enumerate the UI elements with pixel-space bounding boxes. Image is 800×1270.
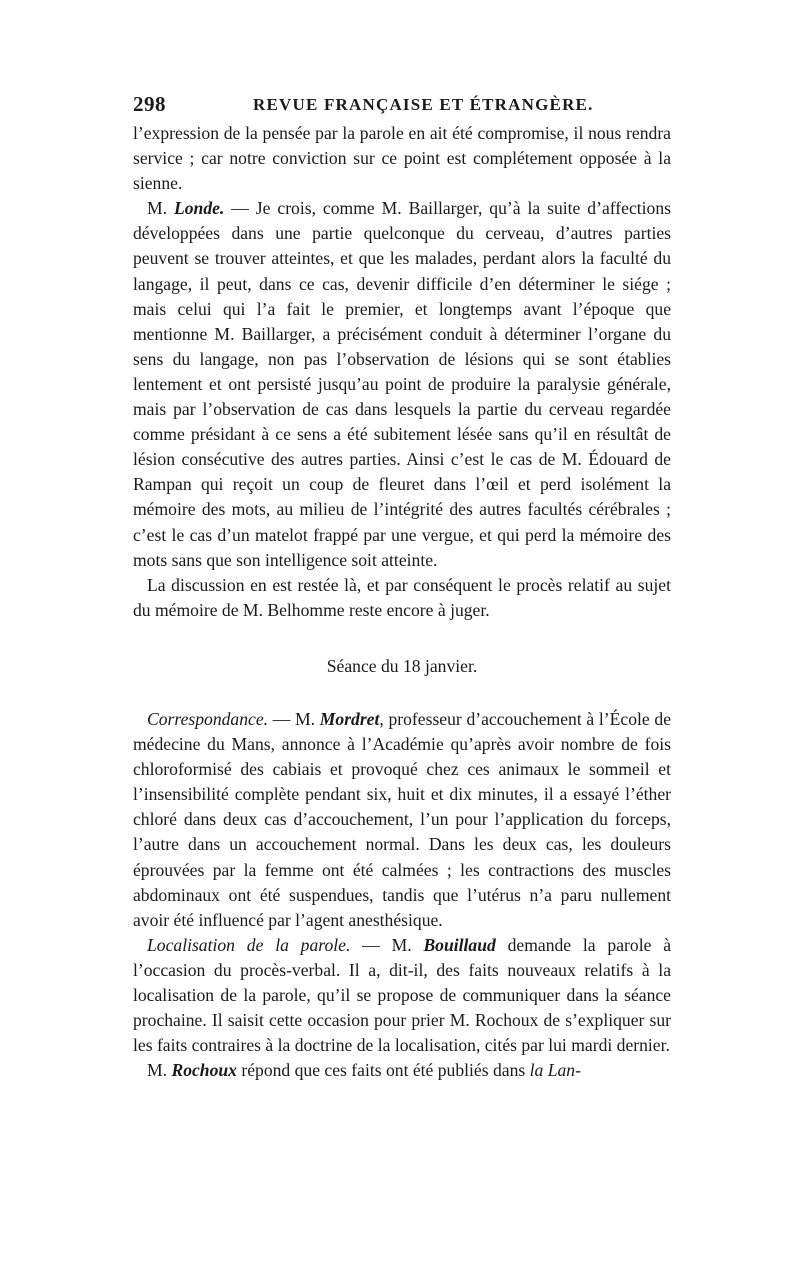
- journal-name-fragment: la Lan-: [529, 1060, 581, 1081]
- body-text: [133, 121, 671, 1083]
- speaker-name-rochoux: Rochoux: [171, 1060, 237, 1081]
- journal-title: REVUE FRANÇAISE ET ÉTRANGÈRE.: [253, 95, 594, 114]
- paragraph-text: demande la parole à l’occasion du procès-verbal. Il a, dit-il, des faits nouveaux relatifs à la localisation de la parole, qu’il se propose de communiquer dans la séance prochaine. Il saisit cette occasion pour prier M. Rochoux de s’expliquer sur les faits contraires à la doctrine de la localisation, cités par lui mardi dernier.: [133, 934, 671, 1056]
- running-head: [133, 92, 673, 122]
- section-heading: Séance du 18 janvier.: [326, 655, 478, 676]
- speaker-name-londe: Londe.: [173, 198, 225, 219]
- paragraph-continuation: l’expression de la pensée par la parole en ait été compromise, il nous rendra service ; car notre conviction sur ce point est complétement opposée à la sienne.: [133, 123, 671, 194]
- paragraph-text: répond que ces faits ont été publiés dans: [236, 1060, 530, 1081]
- paragraph-londe: [133, 196, 671, 572]
- rubric-correspondance: Correspondance.: [147, 708, 269, 729]
- paragraph-text: — Je crois, comme M. Baillarger, qu’à la suite d’affections développées dans une partie quelconque du cerveau, d’autres parties peuvent se trouver atteintes, et que les malades, perdant alors la faculté du langage, il peut, dans ce cas, devenir difficile d’en déterminer le siége ; mais celui qui l’a fait le premier, et longtemps avant l’époque que mentionne M. Baillarger, a précisément conduit à déterminer l’organe du sens du langage, non pas l’observation de lésions qui se sont établies lentement et ont persisté jusqu’au point de produire la paralysie générale, mais par l’observation de cas dans lesquels la partie du cerveau regardée comme présidant à ce sens a été subitement lésée sans qu’il en résultât de lésion consécutive des autres parties. Ainsi c’est le cas de M. Édouard de Rampan qui reçoit un coup de fleuret dans l’œil et perd isolément la mémoire des mots, au milieu de l’intégrité des autres facultés cérébrales ; c’est le cas d’un matelot frappé par une vergue, et qui perd la mémoire des mots sans que son intelligence soit atteinte.: [133, 198, 671, 570]
- rubric-localisation: Localisation de la parole.: [147, 934, 351, 955]
- rubric-dash: — M.: [268, 708, 320, 729]
- paragraph-localisation: [133, 933, 671, 1058]
- page-number: 298: [133, 92, 166, 116]
- paragraph-text: , professeur d’accouchement à l’École de médecine du Mans, annonce à l’Académie qu’après avoir nombre de fois chloroformisé des cabiais et provoqué chez ces animaux le sommeil et l’insensibilité complète pendant six, huit et dix minutes, il a essayé l’éther chloré dans deux cas d’accouchement, l’un pour l’application du forceps, l’autre dans un accouchement normal. Dans les deux cas, les douleurs éprouvées par la femme ont été calmées ; les contractions des muscles abdominaux ont été suspendues, tandis que l’utérus n’a paru nullement avoir été influencé par l’agent anesthésique.: [133, 708, 671, 930]
- rubric-dash: — M.: [350, 934, 424, 955]
- speaker-prefix: M.: [147, 198, 174, 219]
- paragraph-rochoux: [133, 1058, 671, 1083]
- paragraph-discussion-close: La discussion en est restée là, et par conséquent le procès relatif au sujet du mémoire de M. Belhomme reste encore à juger.: [133, 574, 671, 620]
- speaker-name-bouillaud: Bouillaud: [423, 934, 496, 955]
- paragraph-correspondance: [133, 707, 671, 933]
- speaker-name-mordret: Mordret: [319, 708, 380, 729]
- speaker-prefix: M.: [147, 1060, 172, 1081]
